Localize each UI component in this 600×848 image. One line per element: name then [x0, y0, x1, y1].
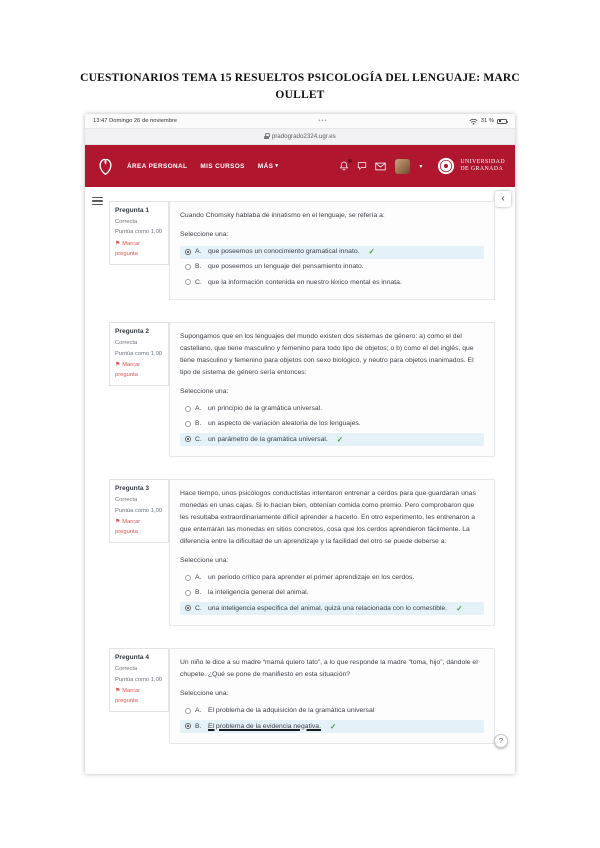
questions-list — [109, 201, 495, 744]
flag-icon: ⚑ — [115, 241, 121, 247]
options-list — [180, 704, 484, 734]
option-letter: B. — [195, 420, 202, 428]
nav-mis-cursos-label: MIS CURSOS — [200, 162, 245, 170]
flag-question-link[interactable] — [115, 518, 163, 537]
nav-mis-cursos[interactable] — [200, 163, 244, 170]
question-block — [109, 479, 495, 626]
nav-area-personal-label: ÁREA PERSONAL — [127, 162, 188, 170]
option-row[interactable] — [180, 418, 484, 431]
ugr-line2: DE GRANADA — [460, 166, 504, 172]
status-right — [469, 118, 507, 125]
option-text: un aspecto de variación aleatoria de los lenguajes. — [208, 420, 361, 428]
option-letter: C. — [195, 435, 202, 443]
question-content — [169, 201, 495, 300]
question-info-box — [109, 201, 169, 265]
question-text: Supongamos que en los lenguajes del mundo existen dos sistemas de género: a) como el del castellano, que tiene masculino y femenino para todo tipo de objetos; o b) como el del inglés, que tiene masculino y femenino para objetos con sexo biológico, y neutro para objetos inanimados. El tipo de sistema de género sería entonces: — [180, 333, 474, 377]
correct-check-icon: ✓ — [336, 434, 344, 444]
flag-question-label: Marcar pregunta — [115, 241, 141, 257]
user-menu-chevron-icon[interactable]: ▾ — [419, 163, 423, 170]
flag-icon: ⚑ — [115, 519, 121, 526]
address-bar[interactable] — [85, 128, 515, 145]
nav-mas[interactable] — [258, 163, 279, 170]
option-row[interactable] — [180, 720, 484, 733]
option-text: un periodo crítico para aprender el primer aprendizaje en los cerdos. — [208, 574, 415, 582]
radio-button[interactable] — [185, 708, 191, 714]
options-list — [180, 402, 484, 448]
question-grade: Puntúa como 1,00 — [115, 676, 163, 683]
option-text: un parámetro de la gramática universal. — [208, 435, 328, 443]
question-info-box — [109, 479, 169, 543]
status-dots: ••• — [318, 118, 328, 124]
wifi-icon — [469, 118, 478, 125]
question-state: Correcta — [115, 218, 138, 225]
help-button[interactable]: ? — [494, 734, 508, 748]
radio-button[interactable] — [185, 406, 191, 412]
answer-prompt: Seleccione una: — [180, 387, 229, 395]
lock-icon — [264, 136, 269, 140]
tablet-screenshot — [85, 114, 515, 774]
option-row[interactable] — [180, 246, 484, 259]
correct-check-icon: ✓ — [329, 721, 337, 731]
chevron-down-icon: ▾ — [275, 163, 279, 169]
option-text: la inteligencia general del animal. — [208, 589, 309, 597]
radio-button[interactable] — [185, 421, 191, 427]
option-letter: B. — [195, 589, 202, 597]
option-row[interactable] — [180, 261, 484, 274]
flag-question-link[interactable] — [115, 687, 163, 706]
question-grade: Puntúa como 1,00 — [115, 507, 163, 514]
question-content — [169, 479, 495, 626]
answer-prompt: Seleccione una: — [180, 230, 229, 238]
question-text: Un niño le dice a su madre “mamá quiero tato”, a lo que responde la madre “toma, hijo”, dándole el chupete. ¿Qué se pone de manifiesto en esta situación? — [180, 659, 478, 679]
question-number: Pregunta 2 — [115, 328, 150, 336]
option-row[interactable] — [180, 587, 484, 600]
option-letter: A. — [195, 248, 202, 256]
question-text: Hace tiempo, unos psicólogos conductistas intentaron entrenar a cerdos para que guardaran unas monedas en unas cajas. Si lo hacían bien, obtenían comida como premio. Pero comprobaron que les resultaba extraordinariamente difícil aprender a hacerlo. En otro experimento, les entrenaron a que enterraran las monedas en sitios concretos, cosa que los cerdos aprendieron fácilmente. La diferencia entre la dificultad de un aprendizaje y la facilidad del otro se puede deberse a: — [180, 490, 476, 545]
flag-question-link[interactable] — [115, 361, 163, 380]
flag-icon: ⚑ — [115, 362, 121, 369]
question-content — [169, 322, 495, 457]
radio-button[interactable] — [185, 279, 191, 285]
menu-icon[interactable] — [90, 194, 105, 208]
prado-logo-icon[interactable] — [95, 156, 116, 177]
ugr-wordmark — [460, 159, 505, 173]
option-text: que poseemos un lenguaje del pensamiento innato. — [208, 263, 364, 271]
collapse-drawer-button[interactable]: ‹ — [495, 191, 511, 207]
options-list — [180, 245, 484, 291]
flag-question-label: Marcar pregunta — [115, 688, 141, 704]
mail-icon[interactable] — [375, 162, 386, 171]
question-state: Correcta — [115, 666, 138, 673]
question-block — [109, 648, 495, 744]
question-grade: Puntúa como 1,00 — [115, 350, 163, 357]
option-text: El problema de la evidencia negativa. — [208, 722, 321, 730]
notification-badge — [348, 159, 352, 163]
page-content — [85, 187, 515, 774]
nav-area-personal[interactable] — [127, 163, 187, 170]
radio-button[interactable] — [185, 264, 191, 270]
option-row[interactable] — [180, 572, 484, 585]
question-text: Cuando Chomsky hablaba de innatismo en el lenguaje, se refería a: — [180, 212, 385, 219]
ugr-line1: UNIVERSIDAD — [460, 158, 505, 165]
question-number: Pregunta 1 — [115, 207, 150, 214]
correct-check-icon: ✓ — [456, 603, 463, 613]
option-letter: A. — [195, 574, 202, 582]
battery-percent: 31 % — [480, 118, 494, 124]
question-info-box — [109, 322, 169, 386]
option-letter: A. — [195, 405, 202, 413]
question-number: Pregunta 3 — [115, 485, 150, 493]
avatar[interactable] — [395, 159, 410, 174]
answer-prompt: Seleccione una: — [180, 556, 229, 564]
ugr-logo — [437, 157, 505, 175]
status-time-date: 13:47 Domingo 26 de noviembre — [93, 118, 178, 124]
question-number: Pregunta 4 — [115, 654, 150, 662]
option-row[interactable] — [180, 276, 484, 289]
option-row[interactable] — [180, 403, 484, 416]
ugr-seal-icon — [437, 157, 455, 175]
question-block — [109, 201, 495, 300]
option-text: que poseemos un conocimiento gramatical innato. — [208, 248, 360, 256]
option-letter: C. — [195, 604, 202, 612]
answer-prompt: Seleccione una: — [180, 690, 229, 698]
battery-icon — [497, 119, 507, 124]
question-block — [109, 322, 495, 457]
radio-button[interactable] — [185, 590, 191, 596]
option-text: El problema de la adquisición de la gramática universal — [208, 707, 375, 715]
option-row[interactable] — [180, 433, 484, 446]
site-header — [85, 145, 515, 187]
question-content — [169, 648, 495, 744]
option-letter: B. — [195, 722, 202, 730]
radio-button[interactable] — [185, 723, 191, 729]
flag-icon: ⚑ — [115, 688, 121, 695]
question-info-box — [109, 648, 169, 712]
option-row[interactable] — [180, 705, 484, 718]
messages-chat-icon[interactable] — [357, 161, 367, 171]
nav-mas-label: MÁS — [257, 162, 274, 170]
radio-button[interactable] — [185, 605, 191, 611]
option-letter: C. — [195, 278, 202, 286]
flag-question-label: Marcar pregunta — [115, 519, 141, 535]
options-list — [180, 571, 484, 617]
option-text: que la información contenida en nuestro léxico mental es innata. — [208, 278, 402, 286]
page-title: CUESTIONARIOS TEMA 15 RESUELTOS PSICOLOGÍA DEL LENGUAJE: MARC OULLET — [80, 72, 520, 102]
option-row[interactable] — [180, 602, 484, 615]
flag-question-label: Marcar pregunta — [115, 362, 141, 378]
option-text: un principio de la gramática universal. — [208, 405, 323, 413]
main-nav — [127, 163, 278, 170]
correct-check-icon: ✓ — [368, 247, 375, 257]
flag-question-link[interactable] — [115, 240, 163, 259]
question-grade: Puntúa como 1,00 — [115, 229, 163, 236]
question-state: Correcta — [115, 340, 138, 347]
radio-button[interactable] — [185, 436, 191, 442]
option-letter: B. — [195, 263, 202, 271]
radio-button[interactable] — [185, 575, 191, 581]
question-state: Correcta — [115, 497, 138, 504]
notifications-bell-icon[interactable] — [339, 161, 349, 171]
option-letter: A. — [195, 707, 202, 715]
header-icons — [339, 161, 386, 171]
radio-button[interactable] — [185, 249, 191, 255]
option-text: una inteligencia específica del animal, quizá una relacionada con lo comestible. — [208, 604, 448, 612]
status-bar — [85, 114, 515, 128]
url-text: pradogrado2324.ugr.es — [271, 133, 336, 140]
